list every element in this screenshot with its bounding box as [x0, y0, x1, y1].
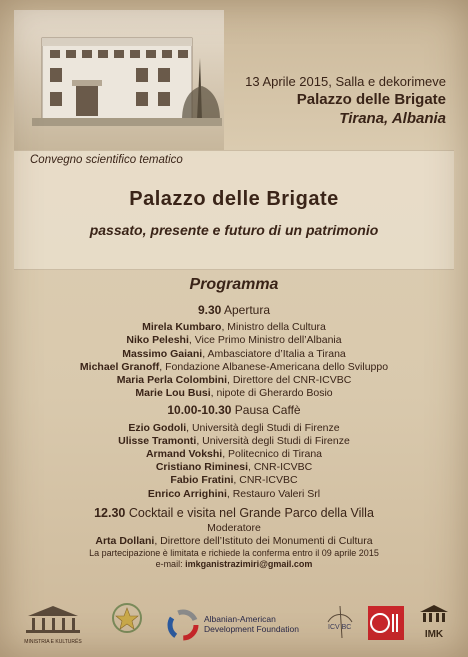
ministry-building-icon	[18, 604, 88, 634]
imk-temple-icon	[416, 604, 452, 624]
palazzo-building-image	[32, 28, 222, 126]
participation-note: La partecipazione è limitata e richiede la conferma entro il 09 aprile 2015	[89, 548, 379, 559]
emblem-icon	[110, 602, 144, 642]
italy-emblem-logo	[110, 602, 144, 647]
speaker-row: Michael Granoff, Fondazione Albanese-Americana dello Sviluppo	[79, 360, 389, 373]
icvbc-icon	[320, 602, 360, 642]
speaker-row: Cristiano Riminesi, CNR-ICVBC	[155, 461, 313, 474]
sponsor-logos: MINISTRIA E KULTURËS Albanian-American Development Foundation ICV BC IMK	[0, 598, 468, 650]
conference-kicker: Convegno scientifico tematico	[30, 154, 183, 166]
icvbc-logo: ICV BC	[320, 602, 360, 647]
speaker-row: Armand Vokshi, Politecnico di Tirana	[145, 448, 323, 461]
speaker-row: Niko Peleshi, Vice Primo Ministro dell’Albania	[126, 334, 342, 347]
event-city: Tirana, Albania	[339, 110, 446, 127]
ministria-logo: MINISTRIA E KULTURËS	[18, 604, 88, 645]
event-venue: Palazzo delle Brigate	[296, 91, 446, 108]
closing-label: Cocktail e visita nel Grande Parco della Villa	[128, 505, 374, 520]
break-slot	[0, 404, 468, 417]
speaker-row: Enrico Arrighini, Restauro Valeri Srl	[147, 487, 321, 500]
event-date: 13 Aprile 2015, Salla e dekorimeve	[245, 74, 446, 89]
closing-slot	[0, 507, 468, 520]
program-list	[0, 304, 468, 570]
moderator-label: Moderatore	[207, 522, 261, 535]
iic-icon	[368, 606, 404, 640]
opening-time: 9.30	[197, 303, 222, 317]
opening-label: Apertura	[224, 303, 271, 317]
break-label: Pausa Caffè	[234, 403, 301, 418]
speaker-row: Ezio Godoli, Università degli Studi di Firenze	[128, 421, 340, 434]
speaker-row: Fabio Fratini, CNR-ICVBC	[170, 474, 298, 487]
iic-logo	[368, 606, 404, 640]
opening-slot	[0, 304, 468, 317]
program-heading: Programma	[189, 276, 279, 293]
conference-subtitle: passato, presente e futuro di un patrimonio	[89, 222, 379, 238]
moderator-row: Arta Dollani, Direttore dell’Istituto dei Monumenti di Cultura	[95, 535, 373, 548]
email-link[interactable]: imkganistrazimiri@gmail.com	[185, 559, 313, 570]
building-photo	[14, 10, 224, 150]
speaker-row: Mirela Kumbaro, Ministro della Cultura	[142, 321, 326, 334]
email-label: e-mail:	[155, 559, 183, 570]
speaker-row: Maria Perla Colombini, Direttore del CNR-ICVBC	[116, 374, 352, 387]
speaker-row: Marie Lou Busi, nipote di Gherardo Bosio	[135, 387, 333, 400]
conference-title: Palazzo delle Brigate	[129, 188, 339, 210]
imk-logo: IMK	[416, 604, 452, 640]
event-info	[245, 74, 446, 127]
closing-time: 12.30	[94, 505, 126, 520]
aadf-ring-icon	[166, 608, 200, 642]
speaker-row: Ulisse Tramonti, Università degli Studi di Firenze	[118, 434, 350, 447]
speaker-row: Massimo Gaiani, Ambasciatore d’Italia a Tirana	[122, 347, 346, 360]
email-line	[0, 559, 468, 570]
break-time: 10.00-10.30	[167, 403, 232, 418]
